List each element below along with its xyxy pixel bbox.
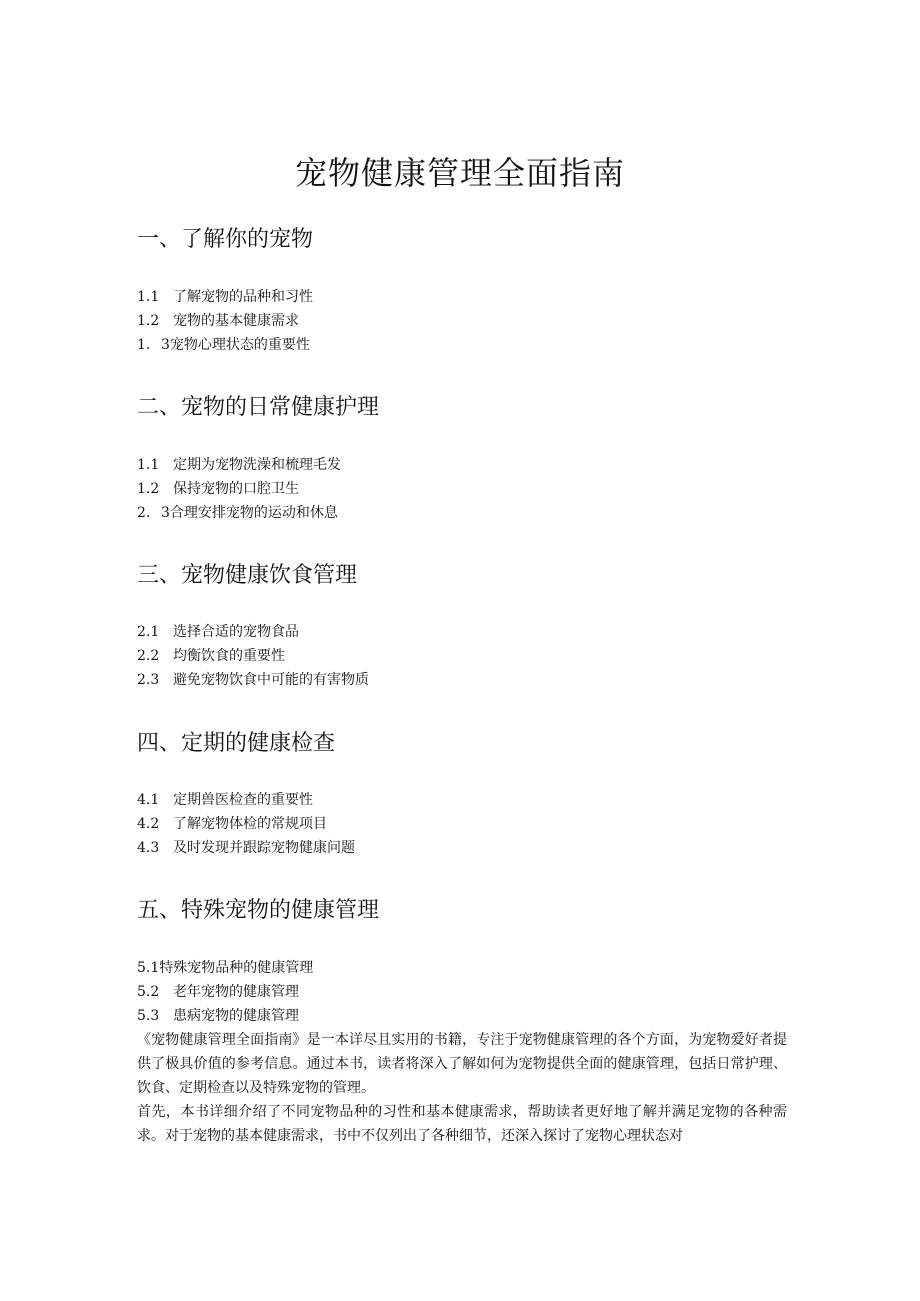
item-text: 了解宠物体检的常规项目 — [173, 816, 327, 832]
body-paragraph: 《宠物健康管理全面指南》是一本详尽且实用的书籍，专注于宠物健康管理的各个方面，为宠物爱好者提供了极具价值的参考信息。通过本书，读者将深入了解如何为宠物提供全面的健康管理，包括日常护理、饮食、定期检查以及特殊宠物的管理。 — [137, 1032, 787, 1096]
item-text: 保持宠物的口腔卫生 — [173, 481, 299, 497]
item-text: 定期为宠物洗澡和梳理毛发 — [173, 457, 341, 473]
section-1-list — [137, 285, 313, 357]
section-heading: 一、了解你的宠物 — [137, 227, 314, 252]
section-3-list — [137, 620, 369, 692]
section-heading: 五、特殊宠物的健康管理 — [137, 898, 380, 923]
list-item — [137, 956, 313, 980]
list-item — [137, 285, 313, 309]
list-item — [137, 644, 369, 668]
section-heading: 三、宠物健康饮食管理 — [137, 563, 358, 588]
section-3 — [137, 560, 787, 592]
item-number: 4.1 — [137, 792, 160, 808]
item-number: 5.1 — [137, 960, 160, 976]
section-heading: 二、宠物的日常健康护理 — [137, 395, 380, 420]
list-item — [137, 836, 355, 860]
body-text — [137, 1028, 787, 1148]
section-5 — [137, 895, 787, 927]
list-item — [137, 620, 369, 644]
item-text: 患病宠物的健康管理 — [173, 1008, 299, 1024]
section-1 — [137, 224, 787, 256]
item-text: 了解宠物的品种和习性 — [173, 289, 313, 305]
list-item — [137, 477, 341, 501]
section-2-list — [137, 453, 341, 525]
item-text: 选择合适的宠物食品 — [173, 624, 299, 640]
item-text: 特殊宠物品种的健康管理 — [159, 960, 314, 976]
item-number: 2. — [137, 505, 151, 521]
section-4-list — [137, 788, 355, 860]
list-item — [137, 788, 355, 812]
section-heading: 四、定期的健康检查 — [137, 731, 336, 756]
list-item — [137, 309, 313, 333]
item-text: 避免宠物饮食中可能的有害物质 — [173, 672, 369, 688]
section-2 — [137, 392, 787, 424]
section-5-list — [137, 956, 313, 1028]
item-number: 5.3 — [137, 1008, 160, 1024]
item-number: 4.3 — [137, 840, 160, 856]
item-text: 均衡饮食的重要性 — [173, 648, 285, 664]
item-text: 及时发现并跟踪宠物健康问题 — [173, 840, 355, 856]
list-item — [137, 453, 341, 477]
item-text: 宠物的基本健康需求 — [173, 313, 299, 329]
item-number: 5.2 — [137, 984, 160, 1000]
body-paragraph: 首先，本书详细介绍了不同宠物品种的习性和基本健康需求，帮助读者更好地了解并满足宠物的各种需求。对于宠物的基本健康需求，书中不仅列出了各种细节，还深入探讨了宠物心理状态对 — [137, 1104, 787, 1144]
item-number: 1. — [137, 337, 151, 353]
item-number: 1.1 — [137, 457, 160, 473]
item-number: 1.2 — [137, 313, 160, 329]
item-number: 2.2 — [137, 648, 160, 664]
item-number: 4.2 — [137, 816, 160, 832]
list-item — [137, 501, 341, 525]
list-item — [137, 1004, 313, 1028]
section-4 — [137, 728, 787, 760]
item-text: 3宠物心理状态的重要性 — [161, 337, 310, 353]
item-text: 老年宠物的健康管理 — [173, 984, 299, 1000]
item-number: 2.3 — [137, 672, 160, 688]
item-number: 1.2 — [137, 481, 160, 497]
list-item — [137, 668, 369, 692]
list-item — [137, 980, 313, 1004]
item-text: 定期兽医检查的重要性 — [173, 792, 313, 808]
item-text: 3合理安排宠物的运动和休息 — [161, 505, 338, 521]
document-title: 宠物健康管理全面指南 — [294, 154, 625, 193]
list-item — [137, 333, 313, 357]
item-number: 1.1 — [137, 289, 160, 305]
list-item — [137, 812, 355, 836]
item-number: 2.1 — [137, 624, 160, 640]
